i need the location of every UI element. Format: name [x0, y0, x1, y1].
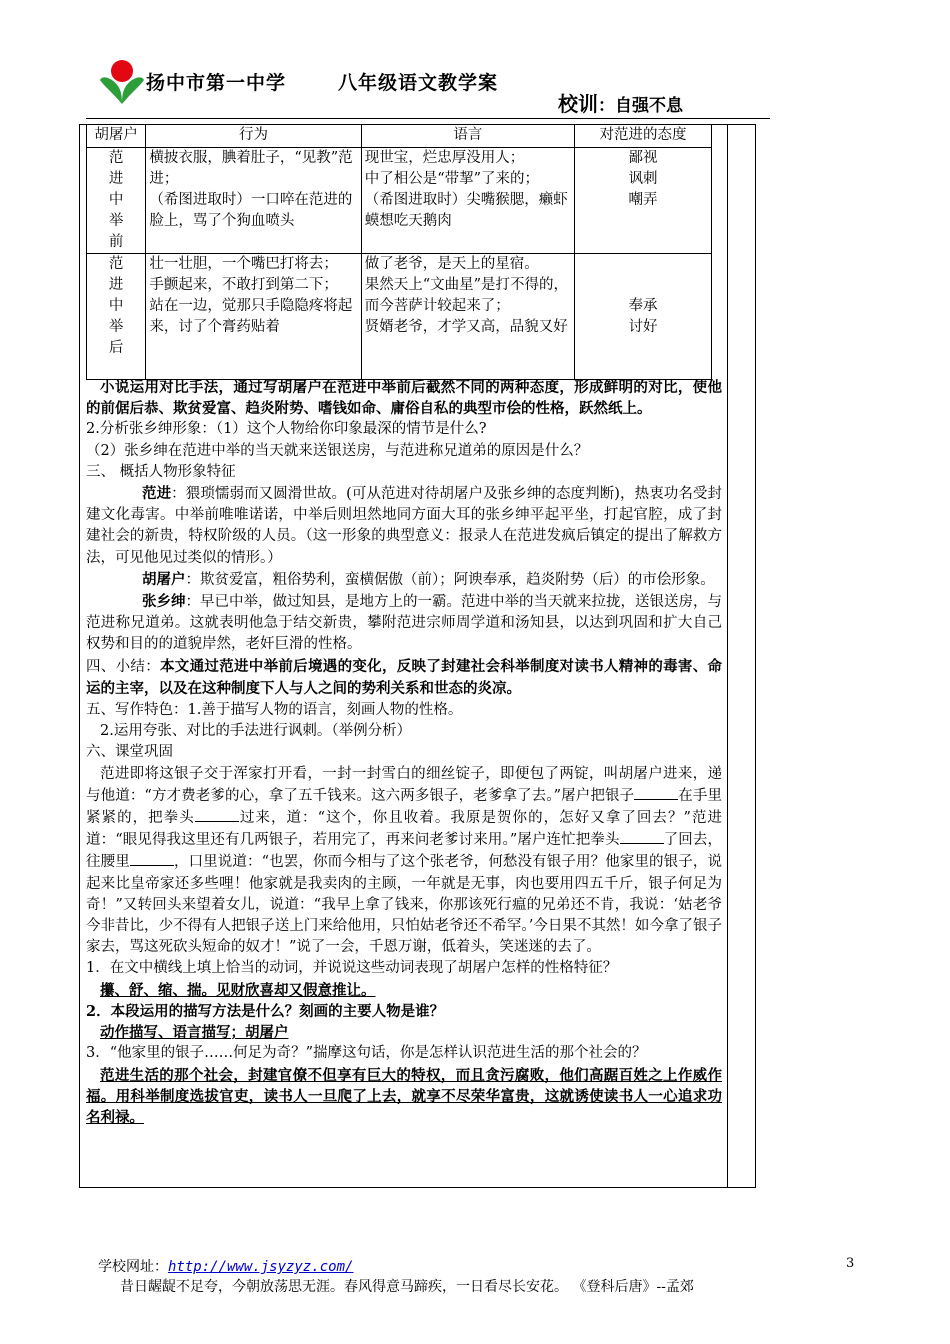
character-table [86, 124, 712, 380]
behavior-cell [146, 148, 361, 254]
row-label-char: 举 [108, 213, 124, 229]
section-4-text: 本文通过范进中举前后境遇的变化，反映了封建社会科举制度对读书人精神的毒害、命运的主宰，以及在这种制度下人与人之间的势利关系和世态的炎凉。 [86, 657, 723, 697]
speech-line: 现世宝，烂忠厚没用人； [364, 150, 525, 166]
contrast-summary: 小说运用对比手法，通过写胡屠户在范进中举前后截然不同的两种态度，形成鲜明的对比，使他的前倨后恭、欺贫爱富、趋炎附势、嗜钱如命、庸俗自私的典型市侩的性格，跃然纸上。 [86, 379, 722, 418]
motto-text: 自强不息 [615, 96, 683, 116]
speech-cell [361, 148, 574, 254]
row-label-char: 后 [108, 340, 124, 356]
section-5-line-1: 五、写作特色：1.善于描写人物的语言，刻画人物的性格。 [86, 702, 463, 719]
fill-blank[interactable] [620, 829, 664, 844]
attitude-line: 奉承 [628, 297, 658, 314]
section-4-prefix: 四、小结： [86, 658, 160, 675]
exercise-2-answer [86, 1022, 722, 1043]
behavior-line: 站在一边，觉那只手隐隐疼将起来，讨了个膏药贴着 [149, 298, 353, 335]
section-5-line-2: 2.运用夸张、对比的手法进行讽刺。（举例分析） [100, 723, 412, 740]
row-label-char: 进 [108, 171, 124, 187]
passage-text: ，口里说道：“也罢，你而今相与了这个张老爷，何愁没有银子用？他家里的银子，说起来比皇帝家还多些哩！他家就是我卖肉的主顾，一年就是无事，肉也要用四五千斤，银子何足为奇！”又转回头来望着女儿，说道：“我早上拿了钱来，你那该死行瘟的兄弟还不肯，我说：‘姑老爷今非昔比，少不得有人把银子送上门来给他用，只怕姑老爷还不希罕。’今日果不其然！如今拿了银子家去，骂这死砍头短命的奴才！”说了一会，千恩万谢，低着头，笑迷迷的去了。 [86, 854, 722, 956]
speech-cell [361, 254, 574, 380]
exercise-3-question: 3．“他家里的银子……何足为奇？”揣摩这句话，你是怎样认识范进生活的那个社会的？ [86, 1045, 647, 1062]
footer-url-line [98, 1256, 353, 1276]
table-header: 对范进的态度 [574, 125, 711, 148]
section-4-summary [86, 656, 722, 700]
row-label-char: 中 [108, 298, 124, 314]
speech-line: 做了老爷，是天上的星宿。 [364, 256, 539, 272]
passage-text: 了回去，往腰里 [86, 832, 722, 871]
url-label: 学校网址： [98, 1259, 168, 1275]
course-title: 八年级语文教学案 [338, 72, 499, 94]
exercise-1-answer [86, 980, 722, 1001]
hu-tuhu-trait [86, 569, 722, 591]
fan-jin-trait [86, 483, 722, 569]
section-6-title: 六、课堂巩固 [86, 744, 173, 761]
hu-tuhu-text: ：欺贫爱富，粗俗势利，蛮横倨傲（前）；阿谀奉承，趋炎附势（后）的市侩形象。 [185, 571, 715, 588]
row-label-char: 范 [108, 256, 124, 272]
lesson-content [86, 377, 722, 1128]
behavior-line: 壮一壮胆，一个嘴巴打将去； [149, 256, 338, 272]
question-2b: （2）张乡绅在范进中举的当天就来送银送房，与范进称兄道弟的原因是什么？ [86, 442, 589, 459]
page-number: 3 [846, 1256, 855, 1271]
attitude-line: 鄙视 [628, 150, 658, 166]
zhang-xiangshen-trait [86, 591, 722, 656]
motto-colon: ： [598, 96, 615, 116]
behavior-line: 横披衣服，腆着肚子，“见教”范进； [149, 150, 353, 187]
table-header: 胡屠户 [87, 125, 146, 148]
exercise-passage [86, 764, 722, 959]
fan-jin-label: 范进 [142, 485, 172, 503]
attitude-cell [574, 148, 711, 254]
speech-line: 中了相公是“带挈”了来的； [364, 171, 540, 187]
behavior-line: 手颤起来，不敢打到第二下； [149, 277, 338, 293]
speech-line: 贤婿老爷，才学又高，品貌又好 [364, 319, 568, 335]
table-row [87, 148, 712, 254]
hu-tuhu-label: 胡屠户 [142, 570, 186, 588]
row-label-char: 举 [108, 319, 124, 335]
fill-blank[interactable] [130, 851, 174, 866]
fill-blank[interactable] [634, 785, 678, 800]
fan-jin-text: ：猥琐懦弱而又圆滑世故。(可从范进对待胡屠户及张乡绅的态度判断)，热衷功名受封建文化毒害。中举前唯唯诺诺，中举后则坦然地同方面大耳的张乡绅平起平坐，打起官腔，成了封建社会的新贵，特权阶级的人员。（这一形象的典型意义：报录人在范进发疯后镇定的提出了解救方法，可见他见过类似的情形。） [86, 486, 723, 566]
fill-blank[interactable] [195, 807, 239, 822]
row-label [87, 148, 146, 254]
row-label [87, 254, 146, 380]
frame-divider [727, 124, 728, 1188]
table-row [87, 254, 712, 380]
exercise-3-answer: 范进生活的那个社会，封建官僚不但享有巨大的特权，而且贪污腐败，他们高踞百姓之上作威作福。用科举制度选拔官吏，读书人一旦爬了上去，就享不尽荣华富贵，这就诱使读书人一心追求功名利禄。 [86, 1066, 722, 1126]
speech-line: 果然天上“文曲星”是打不得的，而今菩萨计较起来了； [364, 277, 569, 314]
zhang-label: 张乡绅 [142, 593, 186, 611]
row-label-char: 范 [108, 150, 124, 166]
passage-text: 在手里紧紧的，把拳头 [86, 787, 723, 827]
passage-text: 过来，道：“这个，你且收着。我原是贺你的，怎好又拿了回去？”范进道：“眼见得我这里还有几两银子，若用完了，再来问老爹讨来用。”屠户连忙把拳头 [86, 810, 723, 849]
question-2: 2.分析张乡绅形象：（1）这个人物给你印象最深的情节是什么? [86, 421, 487, 438]
behavior-line: （希图进取时）一口啐在范进的脸上，骂了个狗血喷头 [149, 192, 353, 229]
attitude-line: 讨好 [628, 318, 658, 335]
school-motto [558, 88, 683, 117]
table-header-row [87, 125, 712, 148]
answer-text: 攥、舒、缩、揣。见财欣喜却又假意推让。 [100, 981, 376, 999]
zhang-text: ：早已中举，做过知县，是地方上的一霸。范进中举的当天就来拉拢，送银送房，与范进称兄道弟。这就表明他急于结交新贵，攀附范进宗师周学道和汤知县，以达到巩固和扩大自己权势和目的的道貌岸然，老奸巨滑的性格。 [86, 594, 722, 653]
attitude-cell [574, 254, 711, 380]
speech-line: （希图进取时）尖嘴猴腮，癞虾蟆想吃天鹅肉 [364, 192, 568, 229]
behavior-cell [146, 254, 361, 380]
school-url-link[interactable]: http://www.jsyzyz.com/ [168, 1259, 354, 1275]
row-label-char: 中 [108, 192, 124, 208]
row-label-char: 进 [108, 277, 124, 293]
attitude-line: 讽刺 [628, 171, 658, 187]
footer-poem: 昔日龌龊不足夸，今朝放荡思无涯。春风得意马蹄疾，一日看尽长安花。 《登科后唐》--孟郊 [120, 1279, 694, 1295]
attitude-line: 嘲弄 [628, 192, 658, 208]
row-label-char: 前 [108, 234, 124, 250]
passage-text: 范进即将这银子交于浑家打开看，一封一封雪白的细丝锭子，即便包了两锭，叫胡屠户进来，递与他道：“方才费老爹的心，拿了五千钱来。这六两多银子，老爹拿了去。”屠户把银子 [86, 765, 722, 804]
school-logo-icon [98, 58, 146, 106]
exercise-2-question: 2．本段运用的描写方法是什么？刻画的主要人物是谁？ [86, 1002, 445, 1020]
motto-label: 校训 [558, 92, 598, 116]
answer-text: 动作描写、语言描写；胡屠户 [100, 1024, 289, 1042]
header-rule [86, 118, 770, 119]
section-3-title: 三、 概括人物形象特征 [86, 463, 236, 480]
table-header: 行为 [146, 125, 361, 148]
school-name: 扬中市第一中学 [146, 72, 287, 94]
table-header: 语言 [361, 125, 574, 148]
exercise-1-question: 1．在文中横线上填上恰当的动词，并说说这些动词表现了胡屠户怎样的性格特征？ [86, 960, 618, 977]
